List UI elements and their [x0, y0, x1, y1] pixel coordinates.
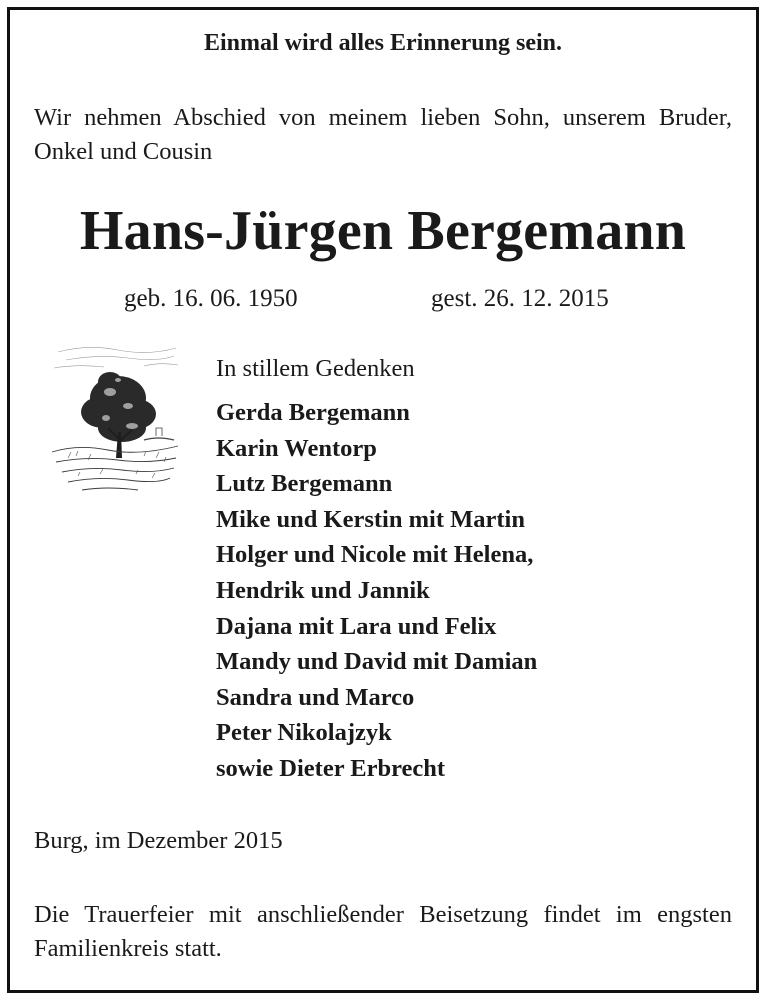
- mourner: Mandy und David mit Damian: [216, 648, 538, 676]
- deceased-name: Hans-Jürgen Bergemann: [79, 200, 687, 262]
- tree-illustration: [48, 340, 182, 502]
- birth-date: geb. 16. 06. 1950: [124, 285, 298, 312]
- funeral-notice: Die Trauerfeier mit anschließender Beisetzung findet im engsten Familienkreis statt.: [34, 901, 732, 962]
- mourners-list: [216, 395, 537, 787]
- place-date: Burg, im Dezember 2015: [34, 827, 283, 854]
- mourner: sowie Dieter Erbrecht: [216, 754, 446, 782]
- intro-text: Wir nehmen Abschied von meinem lieben Sohn, unserem Bruder, Onkel und Cousin: [34, 104, 732, 165]
- mourner: Holger und Nicole mit Helena,: [216, 541, 534, 569]
- mourner: Karin Wentorp: [216, 434, 377, 462]
- mourner: Dajana mit Lara und Felix: [216, 612, 497, 640]
- mourner: Sandra und Marco: [216, 683, 415, 711]
- mourner: Mike und Kerstin mit Martin: [216, 505, 525, 533]
- death-date: gest. 26. 12. 2015: [431, 285, 609, 312]
- mourner: Peter Nikolajzyk: [216, 719, 392, 747]
- mourner: Gerda Bergemann: [216, 399, 410, 426]
- motto: Einmal wird alles Erinnerung sein.: [203, 30, 563, 56]
- memory-line: In stillem Gedenken: [216, 355, 415, 382]
- mourner: Lutz Bergemann: [216, 470, 393, 498]
- mourner: Hendrik und Jannik: [216, 576, 430, 604]
